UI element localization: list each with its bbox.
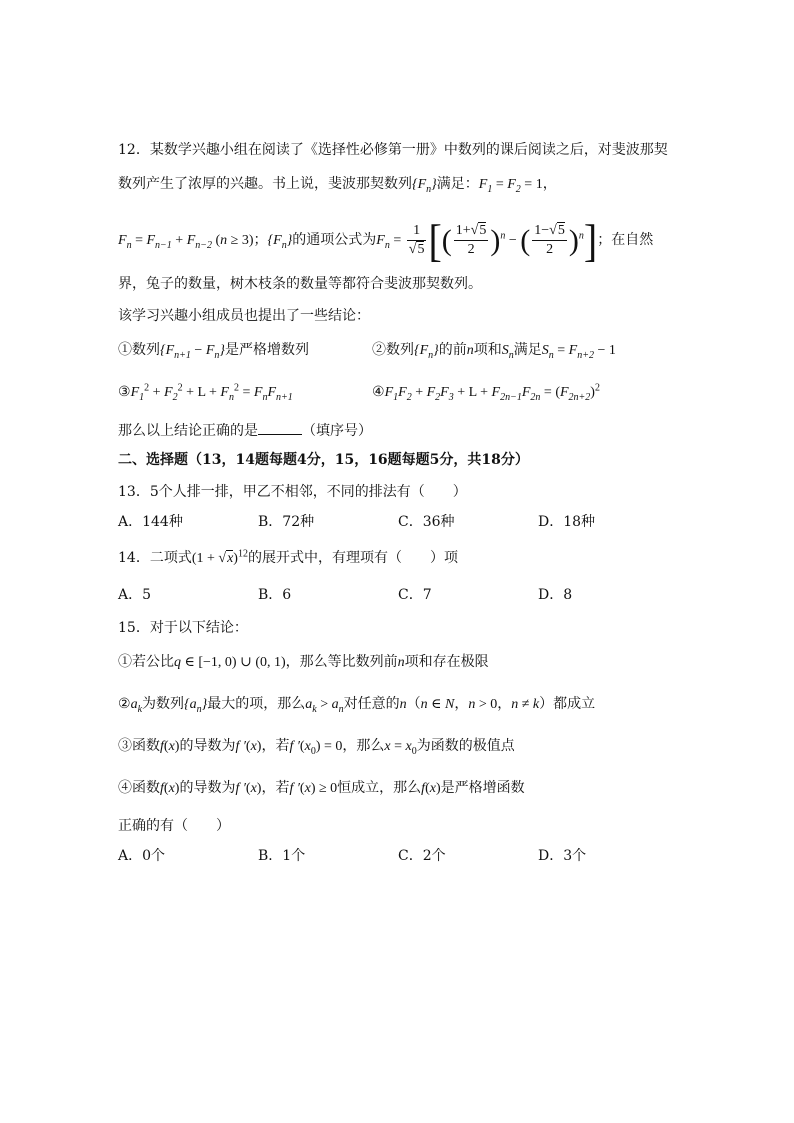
q15-stem: 15．对于以下结论： [118, 620, 248, 636]
q13-option-c[interactable]: C．36种 [398, 514, 455, 530]
recurrence-formula: $F_n = F_{n-1} + F_{n-2}$ (n ≥ 3) [118, 233, 254, 251]
q12-line-1: 12．某数学兴趣小组在阅读了《选择性必修第一册》中数列的课后阅读之后，对斐波那契 [118, 142, 668, 158]
q14-option-c[interactable]: C．7 [398, 587, 432, 603]
q14-option-d[interactable]: D．8 [538, 587, 573, 603]
q15-option-d[interactable]: D．3个 [538, 848, 587, 864]
q12-line-2: 数列产生了浓厚的兴趣。书上说，斐波那契数列$\{F_n\}$满足：$F_1 = F_2 = 1$， [118, 176, 557, 195]
q15-option-a[interactable]: A．0个 [118, 848, 166, 864]
q15-statement-3: ③函数f(x)的导数为f ′(x)，若f $'(x_0) = 0$，那么$x = x_0$为函数的极值点 [118, 738, 515, 757]
q12-conclusion-4: $④F_1F_2 + F_2F_3 + L + F_{2n-1}F_{2n} = (F_{2n+2})^2$ [372, 382, 600, 403]
q15-tail: 正确的有（ ） [118, 818, 230, 834]
answer-blank[interactable] [258, 420, 302, 435]
binomial-expression: $(1 + √x)^{12}$ [191, 548, 248, 566]
q15-statement-4: ④函数f(x)的导数为f ′(x)，若f ′(x) ≥ 0恒成立，那么f(x)是严格增函数 [118, 780, 525, 796]
q14-stem: 14．二项式$(1 + √x)^{12}$的展开式中，有理项有（ ）项 [118, 548, 458, 566]
q12-line-3: $F_n = F_{n-1} + F_{n-2}$ (n ≥ 3)；$\{F_n\}$的通项公式为$F_n$ = $\frac{1}{√5}$ [( $\frac{1+√5}{2}$ )$^n$ − ( $\frac{1-√5}{2}$ )$^n$]；在自然 [118, 214, 654, 267]
q14-option-b[interactable]: B．6 [258, 587, 292, 603]
q15-option-b[interactable]: B．1个 [258, 848, 306, 864]
q14-option-a[interactable]: A．5 [118, 587, 152, 603]
q12-conclusion-3: $③F_1^2 + F_2^2 + L + F_n^2 = F_nF_{n+1}$ [118, 382, 293, 403]
q13-option-b[interactable]: B．72种 [258, 514, 315, 530]
q12-line-5: 该学习兴趣小组成员也提出了一些结论： [118, 308, 370, 324]
q12-line-4: 界，兔子的数量，树木枝条的数量等都符合斐波那契数列。 [118, 276, 482, 292]
q15-statement-1: ①若公比q ∈ [−1, 0) ∪ (0, 1)，那么等比数列前n项和存在极限 [118, 654, 489, 670]
initial-condition: $F_1 = F_2 = 1$ [478, 177, 543, 195]
q12-conclusion-2: ②数列$\{F_n\}$的前n项和$S_n$满足$S_n = F_{n+2} - 1$ [372, 342, 616, 361]
sequence-F: $\{F_n\}$ [412, 177, 437, 195]
q13-option-a[interactable]: A．144种 [118, 514, 183, 530]
q15-option-c[interactable]: C．2个 [398, 848, 446, 864]
q12-question: 那么以上结论正确的是 （填序号） [118, 420, 372, 441]
q13-option-d[interactable]: D．18种 [538, 514, 596, 530]
q13-stem: 13．5个人排一排，甲乙不相邻，不同的排法有（ ） [118, 484, 467, 500]
section-2-heading: 二、选择题（13，14题每题4分，15，16题每题5分，共18分） [118, 452, 529, 468]
q15-statement-2: $②a_k$为数列$\{a_n\}$最大的项，那么$a_k > a_n$对任意的n（n ∈ N，n > 0，n ≠ k）都成立 [118, 696, 596, 715]
general-term-formula: $F_n$ = $\frac{1}{√5}$ [( $\frac{1+√5}{2}$ )$^n$ − ( $\frac{1-√5}{2}$ )$^n$] [376, 214, 598, 267]
q12-conclusion-1: ①数列$\{F_{n+1} - F_n\}$是严格增数列 [118, 342, 309, 361]
